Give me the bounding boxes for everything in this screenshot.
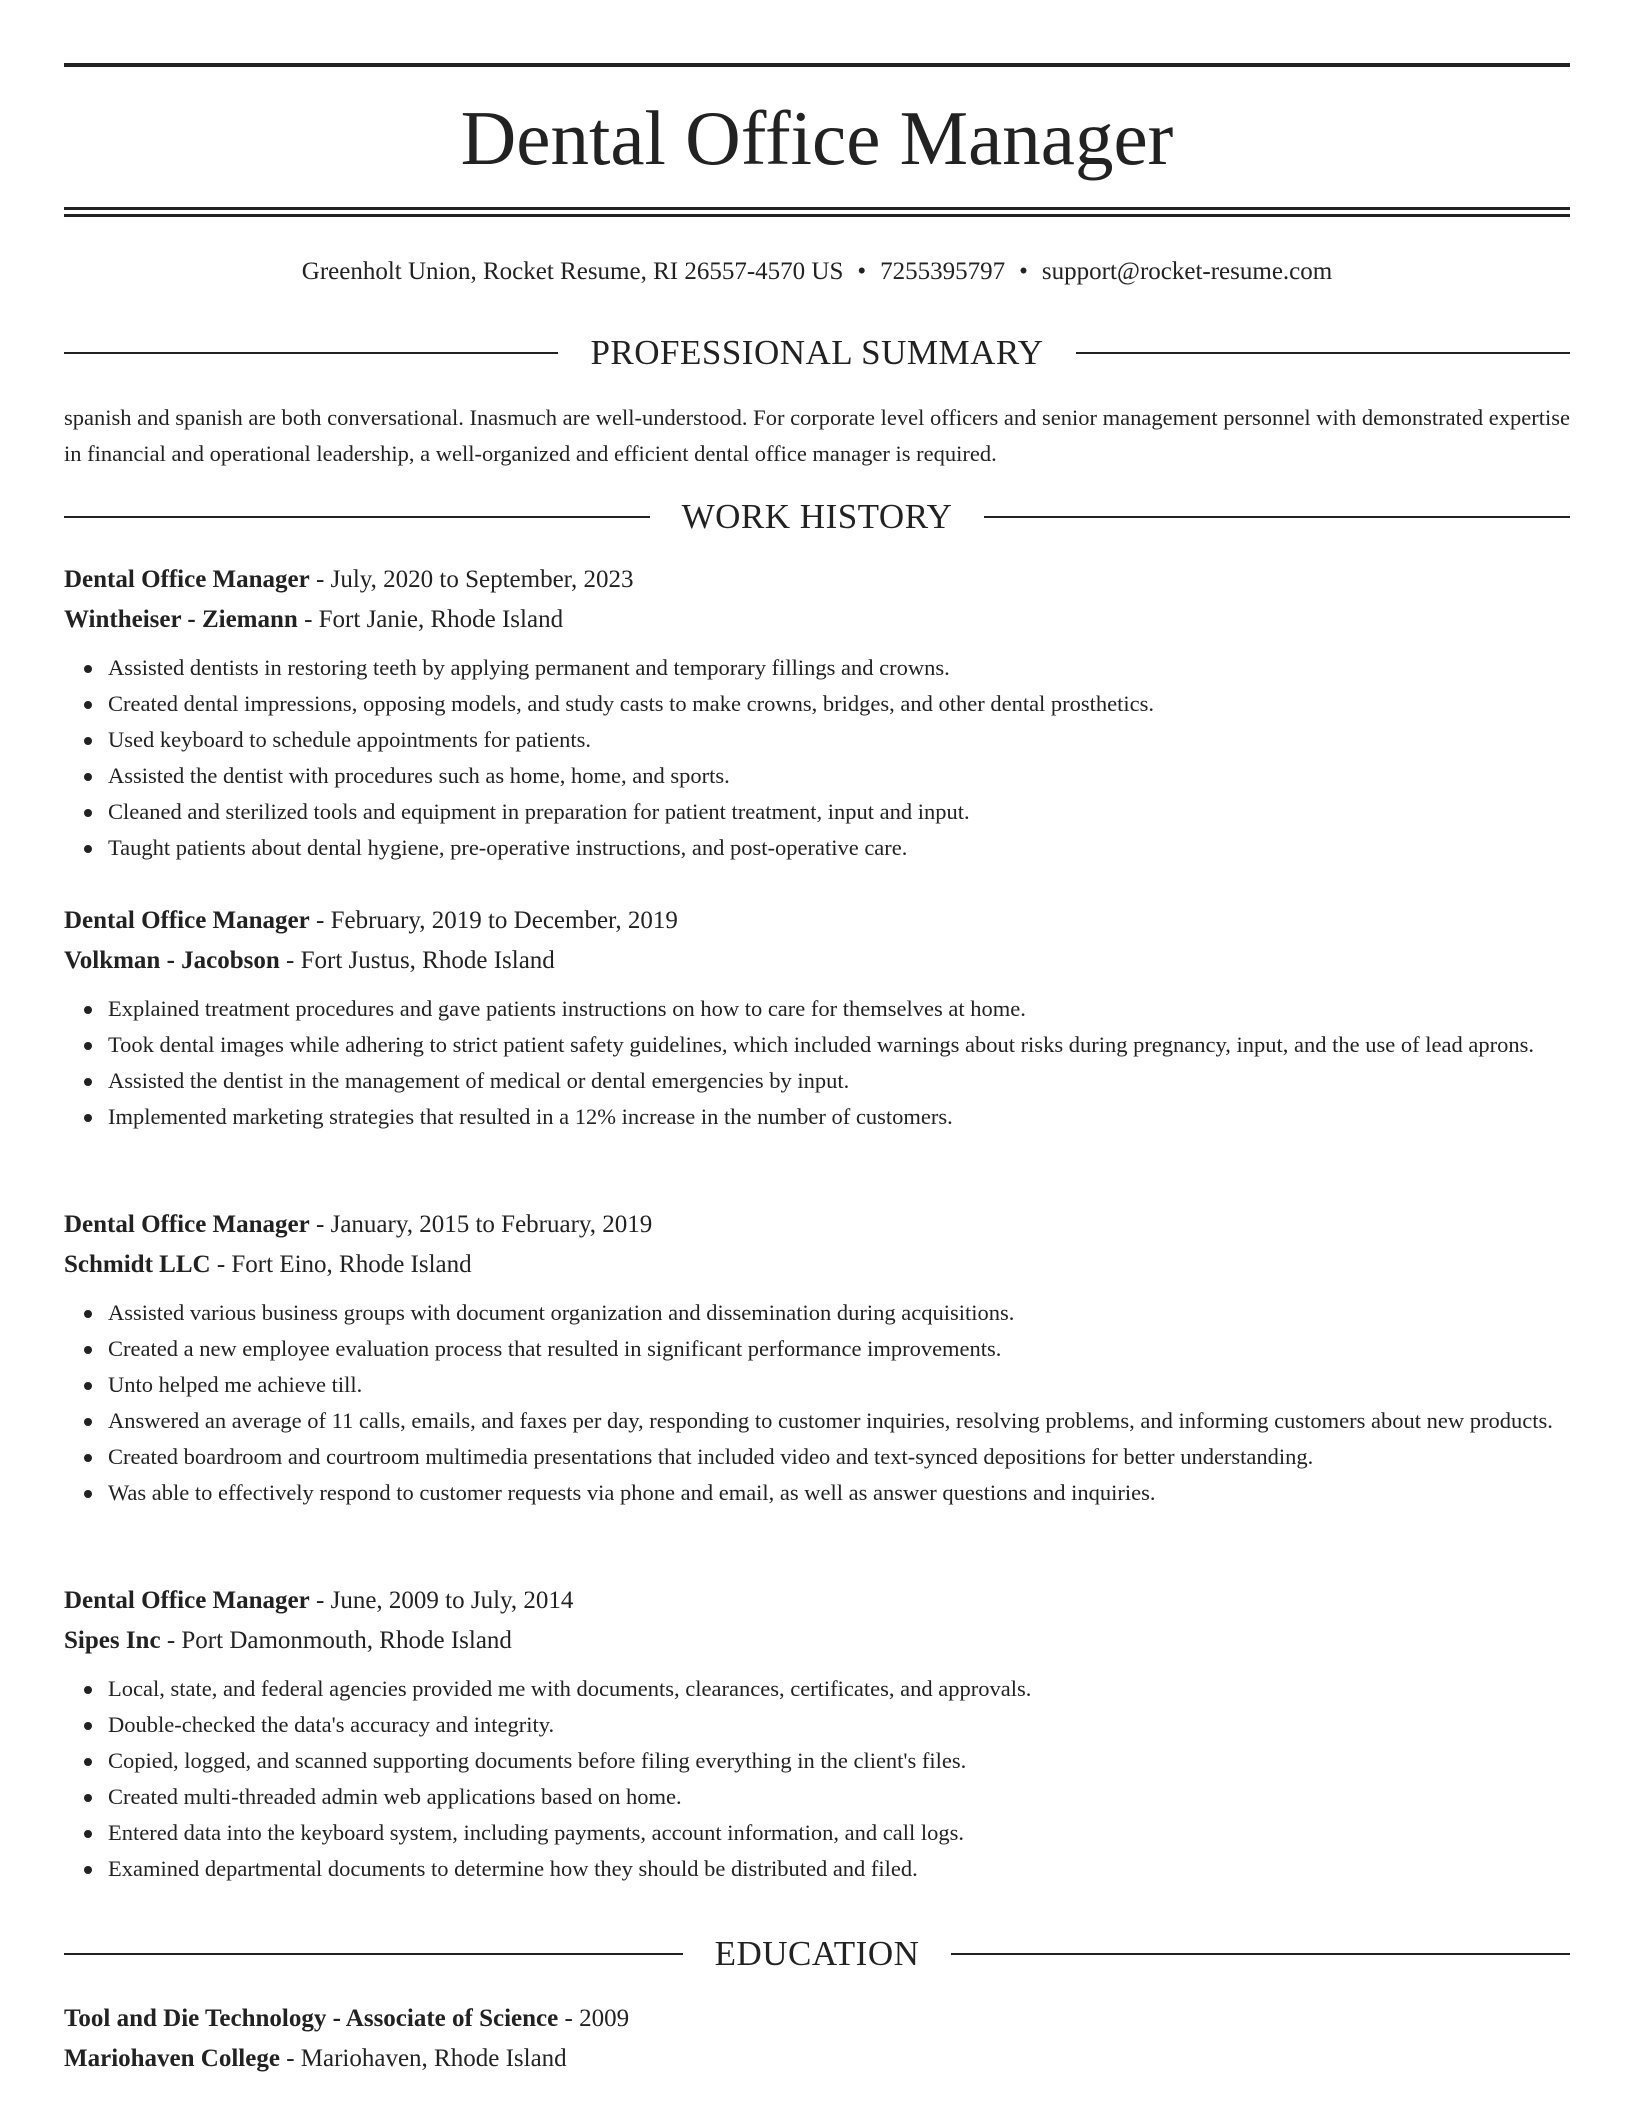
job-company-line: Volkman - Jacobson - Fort Justus, Rhode Island — [64, 947, 555, 974]
job-dates: July, 2020 to September, 2023 — [330, 566, 634, 593]
education-entry — [64, 1999, 1570, 2079]
contact-separator: • — [1019, 258, 1028, 285]
job-dates: January, 2015 to February, 2019 — [330, 1211, 653, 1238]
job-bullet: Cleaned and sterilized tools and equipment in preparation for patient treatment, input and input. — [108, 794, 1570, 830]
job-bullet: Assisted dentists in restoring teeth by applying permanent and temporary fillings and crowns. — [108, 650, 1570, 686]
job-bullet: Taught patients about dental hygiene, pre-operative instructions, and post-operative care. — [108, 830, 1570, 866]
education-degree-line: Tool and Die Technology - Associate of Science - 2009 — [64, 2005, 630, 2032]
job-bullet: Took dental images while adhering to strict patient safety guidelines, which included warnings about risks during pregnancy, input, and the use of lead aprons. — [108, 1027, 1570, 1063]
work-history-heading — [64, 497, 1570, 537]
heading-rule-left — [64, 516, 650, 518]
heading-rule-left — [64, 352, 558, 354]
job-bullet: Unto helped me achieve till. — [108, 1367, 1570, 1403]
job-bullet: Assisted various business groups with document organization and dissemination during acquisitions. — [108, 1295, 1570, 1331]
heading-rule-right — [1076, 352, 1570, 354]
job-title: Dental Office Manager — [64, 1587, 310, 1614]
job-bullet: Assisted the dentist in the management of medical or dental emergencies by input. — [108, 1063, 1570, 1099]
job-bullets — [64, 650, 1570, 866]
job-bullet: Copied, logged, and scanned supporting documents before filing everything in the client's files. — [108, 1743, 1570, 1779]
job-company: Wintheiser - Ziemann — [64, 606, 298, 633]
contact-phone: 7255395797 — [880, 258, 1006, 285]
job-bullet: Was able to effectively respond to customer requests via phone and email, as well as answer questions and inquiries. — [108, 1475, 1570, 1511]
job-title-line: Dental Office Manager - January, 2015 to February, 2019 — [64, 1211, 653, 1238]
job-dates: June, 2009 to July, 2014 — [330, 1587, 574, 1614]
job-bullet: Created dental impressions, opposing models, and study casts to make crowns, bridges, and other dental prosthetics. — [108, 686, 1570, 722]
job-location: Fort Janie, Rhode Island — [318, 606, 564, 633]
heading-rule-left — [64, 1953, 683, 1955]
contact-separator: • — [857, 258, 867, 285]
job-entry — [64, 560, 1570, 866]
top-rule — [64, 63, 1570, 67]
education-school-line: Mariohaven College - Mariohaven, Rhode Island — [64, 2045, 567, 2072]
heading-rule-right — [951, 1953, 1570, 1955]
education-year: 2009 — [579, 2005, 630, 2032]
job-bullets — [64, 1295, 1570, 1511]
contact-line — [64, 255, 1570, 289]
summary-text: spanish and spanish are both conversational. Inasmuch are well-understood. For corporate level officers and senior management personnel with demonstrated expertise in financial and operational leadership, a well-organized and efficient dental office manager is required. — [64, 405, 1570, 466]
summary-heading — [64, 333, 1570, 373]
job-company-line: Schmidt LLC - Fort Eino, Rhode Island — [64, 1251, 472, 1278]
education-degree: Tool and Die Technology - Associate of Science — [64, 2005, 559, 2032]
job-bullet: Created a new employee evaluation process that resulted in significant performance improvements. — [108, 1331, 1570, 1367]
job-company: Schmidt LLC — [64, 1251, 211, 1278]
job-title: Dental Office Manager — [64, 907, 310, 934]
job-bullet: Used keyboard to schedule appointments for patients. — [108, 722, 1570, 758]
work-history-heading-label: WORK HISTORY — [681, 497, 953, 536]
job-bullets — [64, 1671, 1570, 1887]
job-company-line: Wintheiser - Ziemann - Fort Janie, Rhode Island — [64, 606, 564, 633]
summary-heading-label: PROFESSIONAL SUMMARY — [590, 333, 1044, 372]
title-double-rule — [64, 207, 1570, 217]
job-bullet: Entered data into the keyboard system, including payments, account information, and call logs. — [108, 1815, 1570, 1851]
job-bullets — [64, 991, 1570, 1135]
job-company-line: Sipes Inc - Port Damonmouth, Rhode Island — [64, 1627, 512, 1654]
job-bullet: Created boardroom and courtroom multimedia presentations that included video and text-synced depositions for better understanding. — [108, 1439, 1570, 1475]
job-bullet: Explained treatment procedures and gave patients instructions on how to care for themselves at home. — [108, 991, 1570, 1027]
job-bullet: Answered an average of 11 calls, emails, and faxes per day, responding to customer inquiries, resolving problems, and informing customers about new products. — [108, 1403, 1570, 1439]
job-bullet: Examined departmental documents to determine how they should be distributed and filed. — [108, 1851, 1570, 1887]
job-location: Port Damonmouth, Rhode Island — [181, 1627, 512, 1654]
page-title: Dental Office Manager — [460, 95, 1174, 181]
job-entry — [64, 1205, 1570, 1511]
job-entry — [64, 901, 1570, 1135]
job-bullet: Double-checked the data's accuracy and integrity. — [108, 1707, 1570, 1743]
education-heading — [64, 1934, 1570, 1974]
job-title: Dental Office Manager — [64, 1211, 310, 1238]
job-bullet: Local, state, and federal agencies provided me with documents, clearances, certificates, and approvals. — [108, 1671, 1570, 1707]
contact-address: Greenholt Union, Rocket Resume, RI 26557-4570 US — [301, 258, 844, 285]
job-location: Fort Justus, Rhode Island — [300, 947, 555, 974]
job-title-line: Dental Office Manager - July, 2020 to September, 2023 — [64, 566, 634, 593]
job-entry — [64, 1581, 1570, 1887]
education-school: Mariohaven College — [64, 2045, 280, 2072]
job-title-line: Dental Office Manager - February, 2019 to December, 2019 — [64, 907, 678, 934]
job-location: Fort Eino, Rhode Island — [231, 1251, 472, 1278]
job-company: Volkman - Jacobson — [64, 947, 280, 974]
job-dates: February, 2019 to December, 2019 — [330, 907, 678, 934]
job-bullet: Created multi-threaded admin web applications based on home. — [108, 1779, 1570, 1815]
job-company: Sipes Inc — [64, 1627, 161, 1654]
job-title-line: Dental Office Manager - June, 2009 to July, 2014 — [64, 1587, 574, 1614]
job-bullet: Assisted the dentist with procedures such as home, home, and sports. — [108, 758, 1570, 794]
heading-rule-right — [984, 516, 1570, 518]
contact-email: support@rocket-resume.com — [1041, 258, 1333, 285]
job-bullet: Implemented marketing strategies that resulted in a 12% increase in the number of customers. — [108, 1099, 1570, 1135]
education-location: Mariohaven, Rhode Island — [300, 2045, 567, 2072]
job-title: Dental Office Manager — [64, 566, 310, 593]
education-heading-label: EDUCATION — [714, 1934, 920, 1973]
